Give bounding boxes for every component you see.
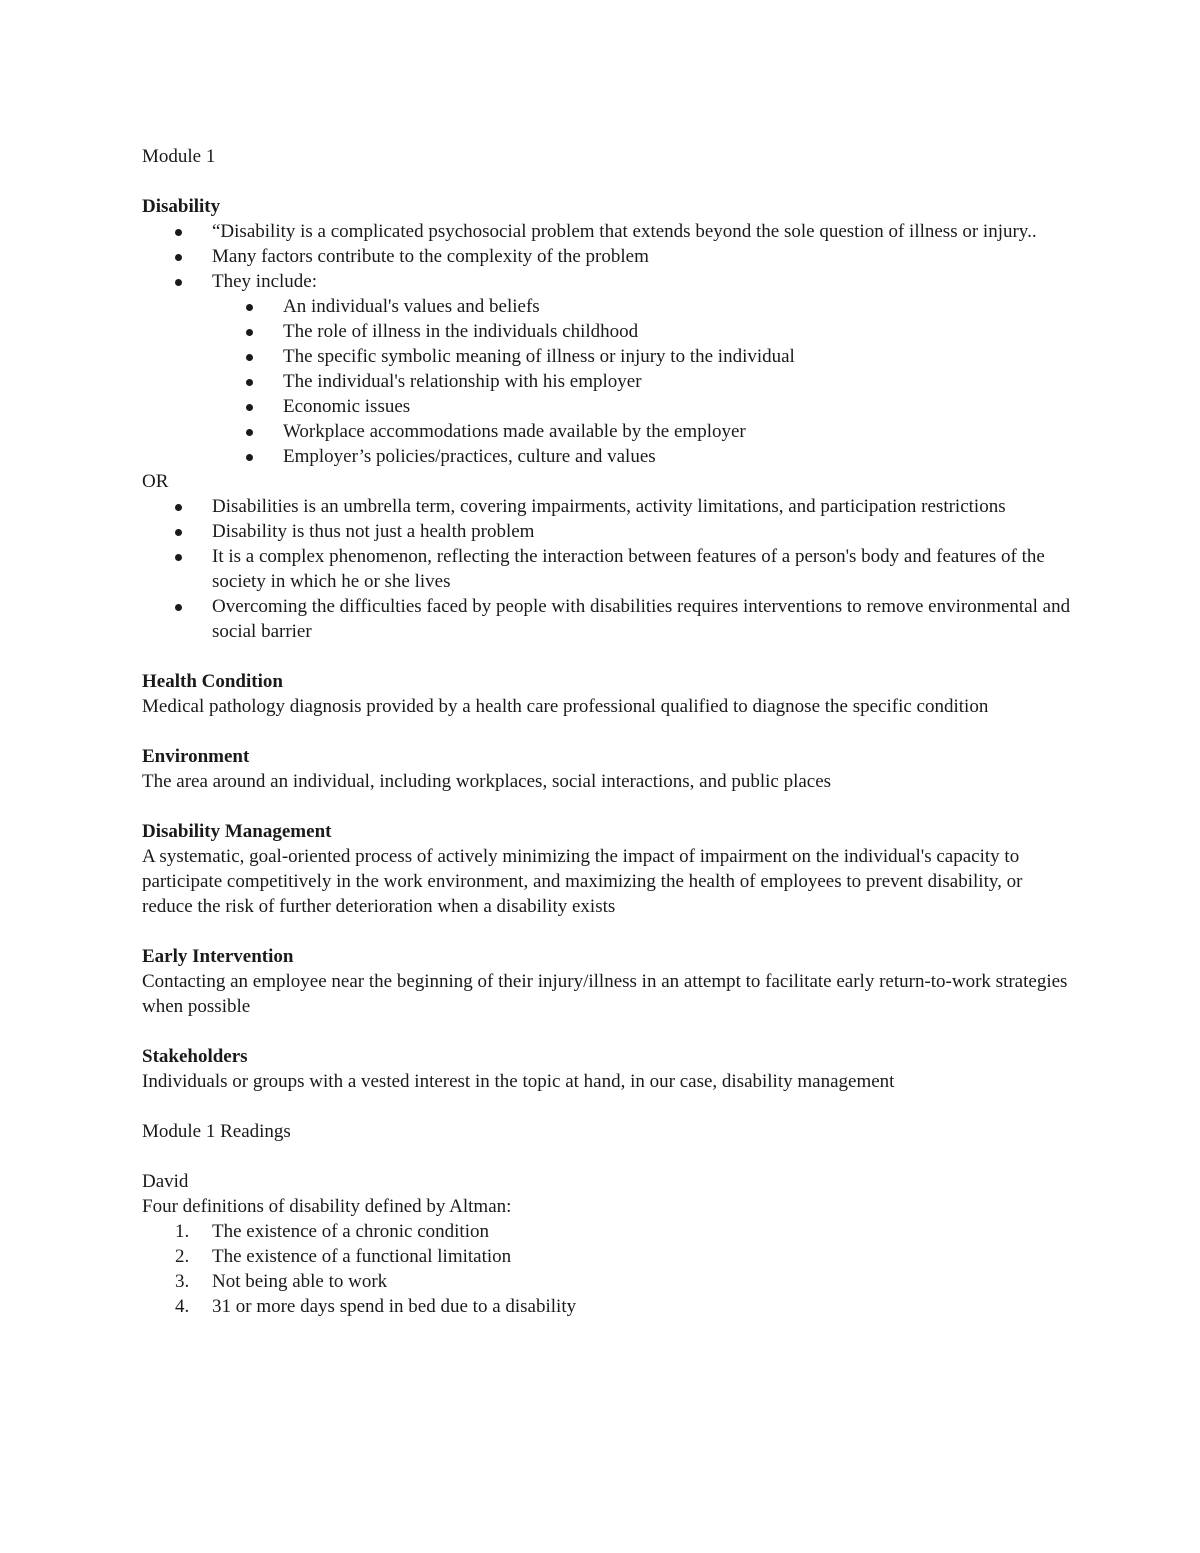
bullet-icon (246, 329, 253, 336)
health-condition-heading: Health Condition (142, 671, 283, 692)
list-item: Disabilities is an umbrella term, covering impairments, activity limitations, and participation restrictions (142, 494, 1072, 519)
list-item: Overcoming the difficulties faced by people with disabilities requires interventions to remove environmental and social barrier (142, 594, 1072, 644)
sub-list-item: Workplace accommodations made available by the employer (142, 419, 1072, 444)
readings-intro: Four definitions of disability defined by Altman: (142, 1196, 512, 1217)
numbered-list-item: 2. The existence of a functional limitation (175, 1246, 512, 1267)
bullet-icon (246, 404, 253, 411)
readings-author: David (142, 1171, 189, 1192)
sub-list-item: Economic issues (142, 394, 1072, 419)
sub-list-item: The specific symbolic meaning of illness or injury to the individual (142, 344, 1072, 369)
sub-list-item: An individual's values and beliefs (142, 294, 1072, 319)
sub-list-item: The role of illness in the individuals childhood (142, 319, 1072, 344)
stakeholders-definition: Individuals or groups with a vested interest in the topic at hand, in our case, disability management (142, 1071, 895, 1092)
bullet-icon (175, 504, 182, 511)
early-intervention-heading: Early Intervention (142, 946, 294, 967)
bullet-icon (246, 379, 253, 386)
health-condition-definition: Medical pathology diagnosis provided by a health care professional qualified to diagnose the specific condition (142, 696, 989, 717)
list-item: “Disability is a complicated psychosocial problem that extends beyond the sole question of illness or injury.. (142, 219, 1072, 244)
module-title: Module 1 (142, 146, 216, 167)
disability-heading: Disability (142, 196, 221, 217)
environment-definition: The area around an individual, including workplaces, social interactions, and public places (142, 771, 832, 792)
bullet-icon (175, 279, 182, 286)
environment-heading: Environment (142, 746, 250, 767)
list-item: It is a complex phenomenon, reflecting the interaction between features of a person's body and features of the society in which he or she lives (142, 544, 1072, 594)
bullet-icon (175, 229, 182, 236)
list-item: They include: (142, 269, 1072, 294)
disability-management-heading: Disability Management (142, 821, 332, 842)
list-item: Disability is thus not just a health problem (142, 519, 1072, 544)
numbered-list-item: 1. The existence of a chronic condition (175, 1221, 489, 1242)
list-item: Many factors contribute to the complexity of the problem (142, 244, 1072, 269)
bullet-icon (175, 604, 182, 611)
bullet-icon (246, 304, 253, 311)
bullet-icon (246, 354, 253, 361)
bullet-icon (246, 454, 253, 461)
or-label: OR (142, 471, 169, 492)
disability-bullet-list (142, 219, 1072, 469)
bullet-icon (175, 254, 182, 261)
document-page (142, 144, 1072, 1319)
bullet-icon (175, 529, 182, 536)
bullet-icon (175, 554, 182, 561)
numbered-list (142, 1219, 1072, 1319)
readings-title: Module 1 Readings (142, 1121, 291, 1142)
sub-list-item: The individual's relationship with his employer (142, 369, 1072, 394)
disability-management-definition: A systematic, goal-oriented process of actively minimizing the impact of impairment on the individual's capacity to participate competitively in the work environment, and maximizing the health of employees to prevent disability, or reduce the risk of further deterioration when a disability exists (142, 846, 1023, 917)
numbered-list-item: 4. 31 or more days spend in bed due to a disability (175, 1296, 577, 1317)
or-bullet-list (142, 494, 1072, 644)
bullet-icon (246, 429, 253, 436)
stakeholders-heading: Stakeholders (142, 1046, 248, 1067)
sub-list-item: Employer’s policies/practices, culture and values (142, 444, 1072, 469)
numbered-list-item: 3. Not being able to work (175, 1271, 388, 1292)
early-intervention-definition: Contacting an employee near the beginning of their injury/illness in an attempt to facilitate early return-to-work strategies when possible (142, 971, 1068, 1017)
